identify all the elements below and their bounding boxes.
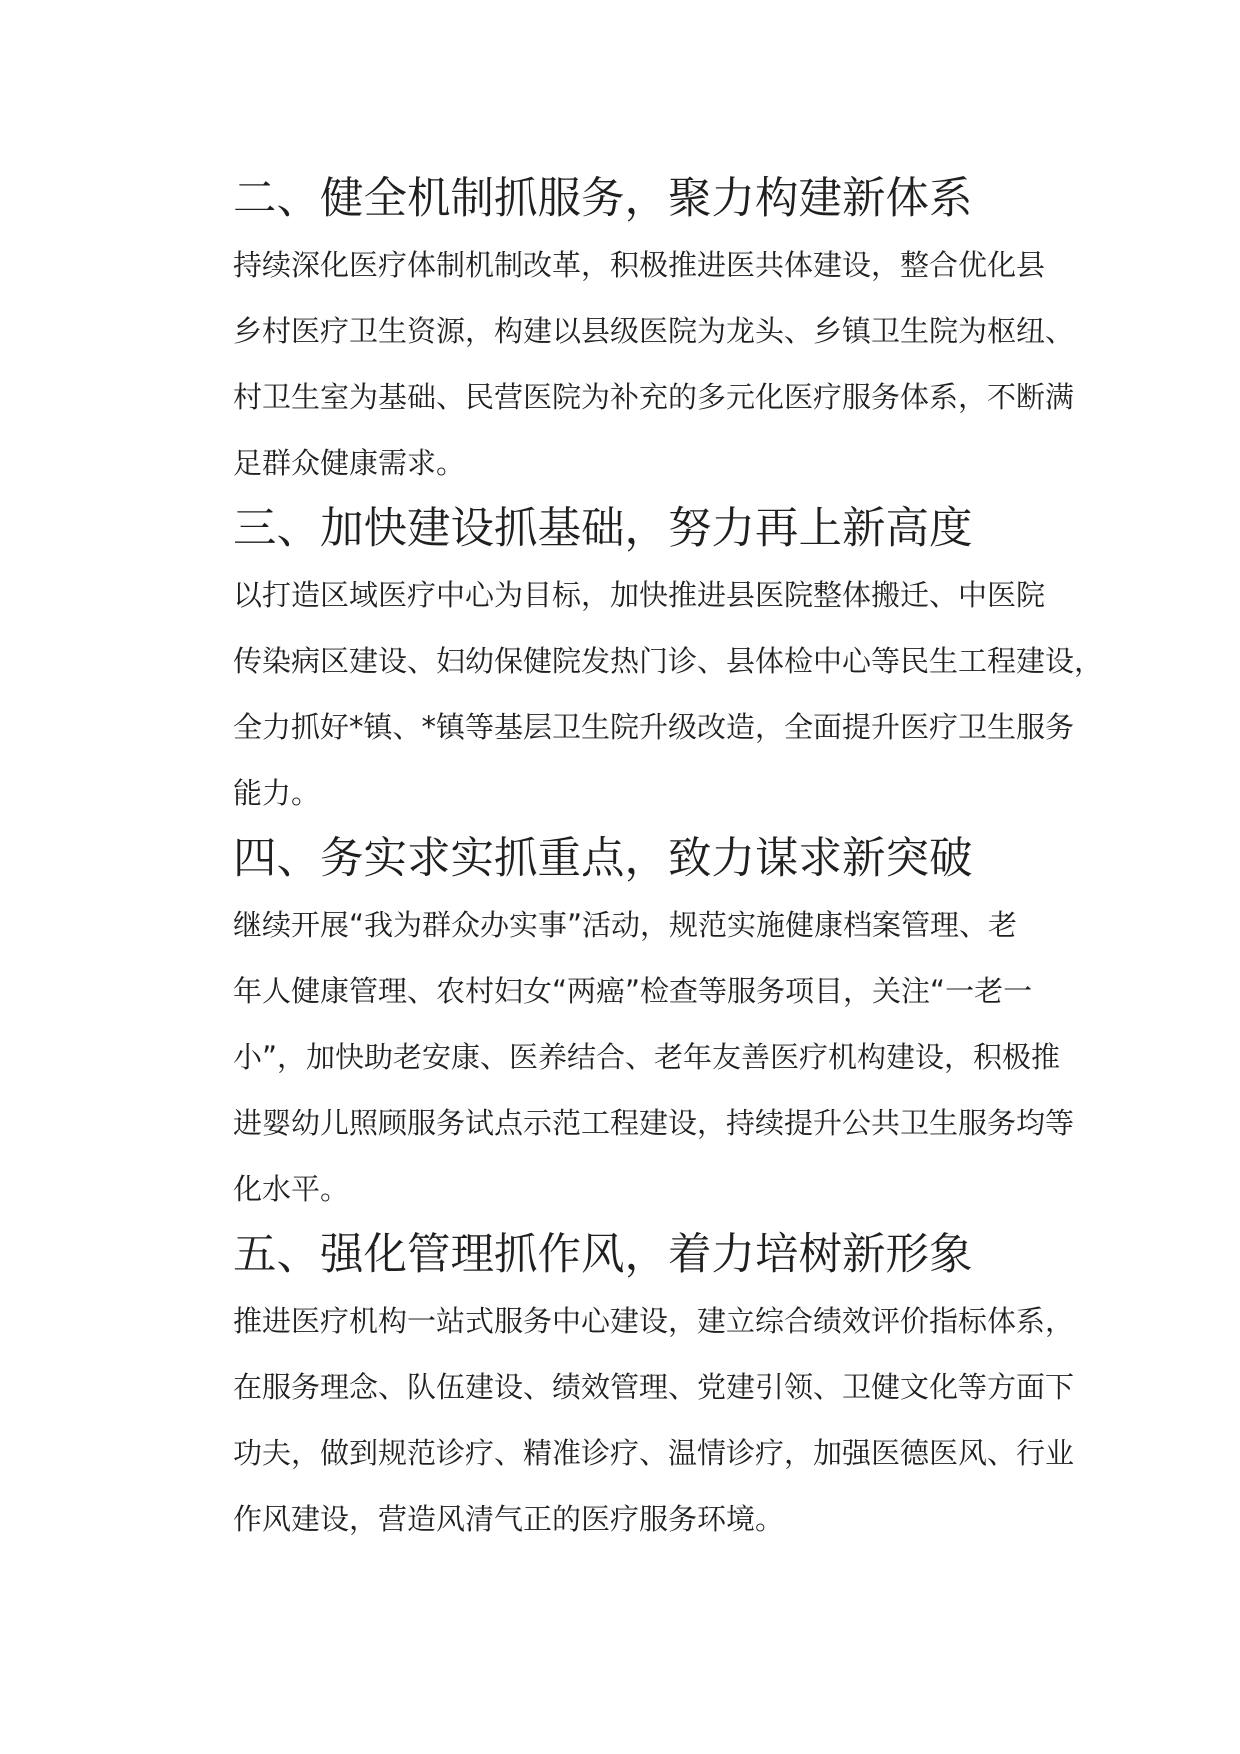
paragraph-line: 在服务理念、队伍建设、绩效管理、党建引领、卫健文化等方面下 [233,1370,1075,1404]
paragraph-line: 小”，加快助老安康、医养结合、老年友善医疗机构建设，积极推 [233,1040,1061,1074]
paragraph-line: 年人健康管理、农村妇女“两癌”检查等服务项目，关注“一老一 [233,974,1033,1008]
paragraph-line: 村卫生室为基础、民营医院为补充的多元化医疗服务体系，不断满 [233,380,1075,414]
paragraph-line: 持续深化医疗体制机制改革，积极推进医共体建设，整合优化县 [233,248,1046,282]
document-body [188,166,1104,1552]
section-heading: 五、强化管理抓作风，着力培树新形象 [233,1230,973,1280]
section-paragraph [188,892,1075,1222]
paragraph-line: 足群众健康需求。 [233,446,466,480]
section-heading: 三、加快建设抓基础，努力再上新高度 [233,504,973,554]
paragraph-line: 进婴幼儿照顾服务试点示范工程建设，持续提升公共卫生服务均等 [233,1106,1075,1140]
section-2 [188,166,1075,496]
section-3 [188,496,1104,826]
paragraph-line: 继续开展“我为群众办实事”活动，规范实施健康档案管理、老 [233,908,1018,942]
section-heading: 四、务实求实抓重点，致力谋求新突破 [233,834,973,884]
paragraph-line: 以打造区域医疗中心为目标，加快推进县医院整体搬迁、中医院 [233,578,1046,612]
paragraph-line: 功夫，做到规范诊疗、精准诊疗、温情诊疗，加强医德医风、行业 [233,1436,1075,1470]
section-paragraph [188,562,1104,826]
paragraph-line: 传染病区建设、妇幼保健院发热门诊、县体检中心等民生工程建设， [233,644,1104,678]
paragraph-line: 作风建设，营造风清气正的医疗服务环境。 [233,1502,785,1536]
section-heading: 二、健全机制抓服务，聚力构建新体系 [233,174,973,224]
paragraph-line: 能力。 [233,776,321,810]
paragraph-line: 化水平。 [233,1172,350,1206]
section-4 [188,826,1075,1222]
section-5 [188,1222,1075,1552]
paragraph-line: 全力抓好*镇、*镇等基层卫生院升级改造，全面提升医疗卫生服务 [233,710,1075,744]
paragraph-line: 乡村医疗卫生资源，构建以县级医院为龙头、乡镇卫生院为枢纽、 [233,314,1075,348]
paragraph-line: 推进医疗机构一站式服务中心建设，建立综合绩效评价指标体系， [233,1304,1075,1338]
section-paragraph [188,232,1075,496]
section-paragraph [188,1288,1075,1552]
